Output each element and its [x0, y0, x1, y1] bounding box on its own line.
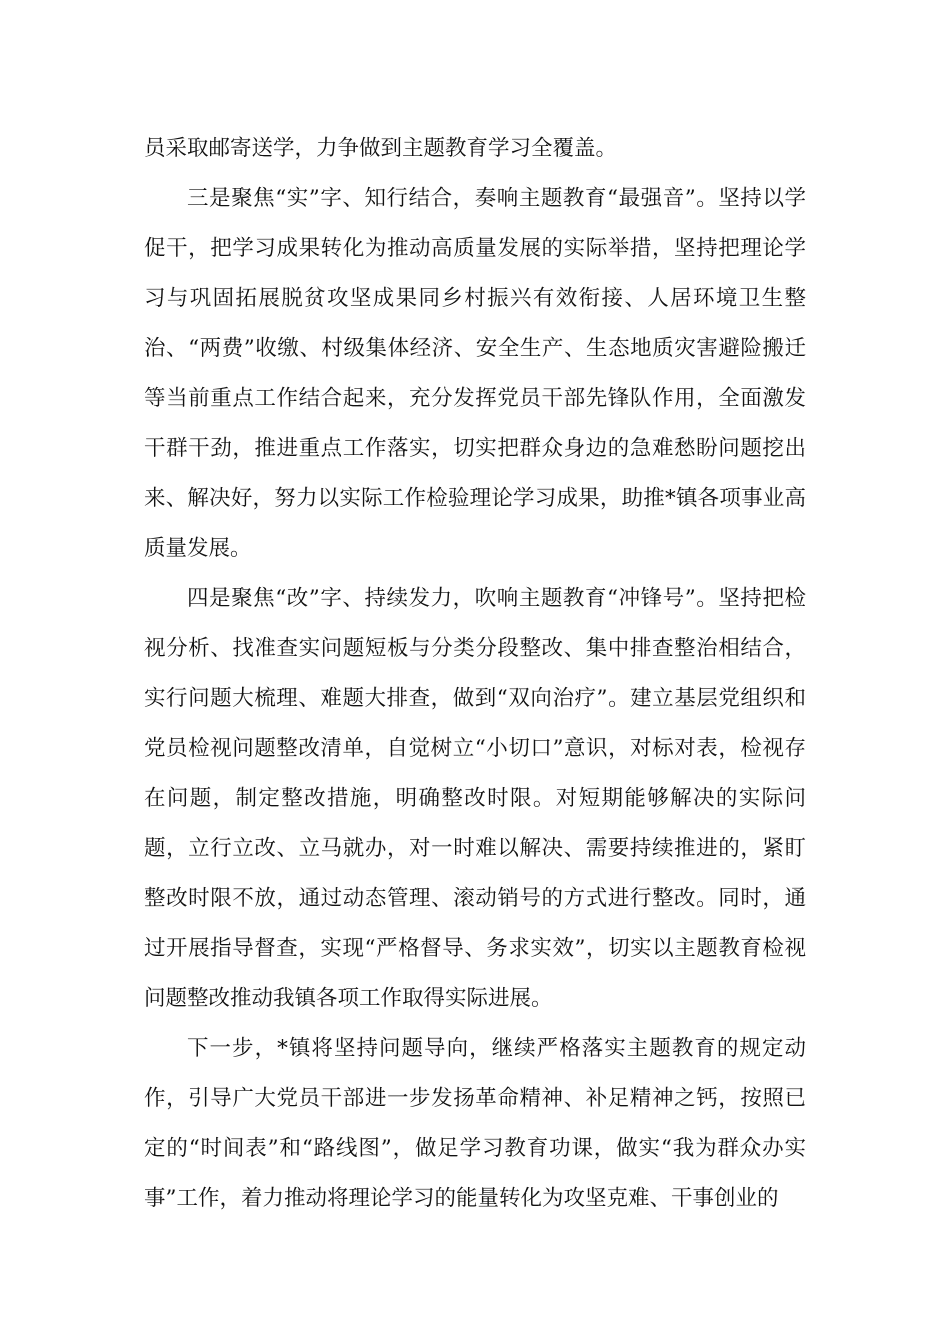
paragraph-continuation: 员采取邮寄送学，力争做到主题教育学习全覆盖。 — [144, 136, 618, 161]
paragraph-next-step: 下一步，*镇将坚持问题导向，继续严格落实主题教育的规定动作，引导广大党员干部进一步发扬革命精神、补足精神之钙，按照已定的“时间表”和“路线图”，做足学习教育功课，做实“我为群众办实事”工作，着力推动将理论学习的能量转化为攻坚克难、干事创业的 — [144, 1036, 806, 1211]
document-body — [144, 124, 806, 1224]
paragraph-point-three: 三是聚焦“实”字、知行结合，奏响主题教育“最强音”。坚持以学促干，把学习成果转化为推动高质量发展的实际举措，坚持把理论学习与巩固拓展脱贫攻坚成果同乡村振兴有效衔接、人居环境卫生整治、“两费”收缴、村级集体经济、安全生产、生态地质灾害避险搬迁等当前重点工作结合起来，充分发挥党员干部先锋队作用，全面激发干群干劲，推进重点工作落实，切实把群众身边的急难愁盼问题挖出来、解决好，努力以实际工作检验理论学习成果，助推*镇各项事业高质量发展。 — [144, 186, 806, 561]
paragraph-point-four: 四是聚焦“改”字、持续发力，吹响主题教育“冲锋号”。坚持把检视分析、找准查实问题短板与分类分段整改、集中排查整治相结合，实行问题大梳理、难题大排查，做到“双向治疗”。建立基层党组织和党员检视问题整改清单，自觉树立“小切口”意识，对标对表，检视存在问题，制定整改措施，明确整改时限。对短期能够解决的实际问题，立行立改、立马就办，对一时难以解决、需要持续推进的，紧盯整改时限不放，通过动态管理、滚动销号的方式进行整改。同时，通过开展指导督查，实现“严格督导、务求实效”，切实以主题教育检视问题整改推动我镇各项工作取得实际进展。 — [144, 586, 806, 1011]
